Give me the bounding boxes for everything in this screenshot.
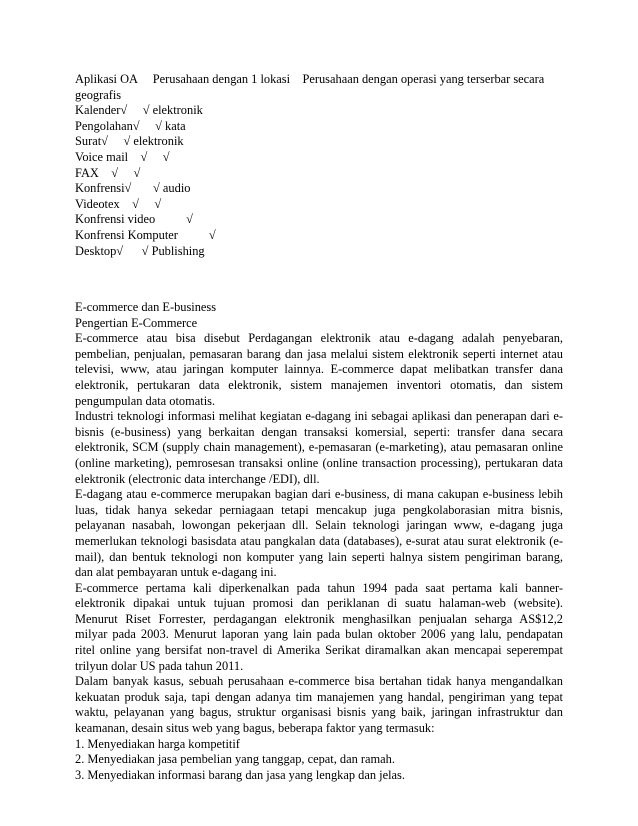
table-row: FAX √ √	[75, 165, 141, 180]
body-line: Industri teknologi informasi melihat kegiatan e-dagang ini sebagai aplikasi dan penerapan dari e-	[75, 409, 563, 424]
body-line: trilyun dolar US pada tahun 2011.	[75, 658, 244, 673]
body-line: televisi, www, atau jaringan komputer lainnya. E-commerce dapat melibatkan transfer dana	[75, 362, 563, 377]
table-row: Konfrensi√ √ audio	[75, 181, 191, 196]
body-line: mail), dan bentuk teknologi non komputer yang lain seperti halnya sistem pengiriman barang,	[75, 549, 563, 564]
table-rows	[75, 103, 563, 259]
body-line: elektronik, SCM (supply chain management), e-pemasaran (e-marketing), atau pemasaran online	[75, 440, 563, 455]
body-line: ritel online yang bersifat non-travel di Amerika Serikat diramalkan akan mencapai seperempat	[75, 643, 563, 658]
body-line: 2. Menyediakan jasa pembelian yang tanggap, cepat, dan ramah.	[75, 752, 395, 767]
table-header: Aplikasi OA Perusahaan dengan 1 lokasi Perusahaan dengan operasi yang terserbar secara	[75, 72, 545, 86]
article-subtitle: Pengertian E-Commerce	[75, 315, 198, 330]
table-row: Voice mail √ √	[75, 149, 170, 164]
body-line: E-dagang atau e-commerce merupakan bagian dari e-business, di mana cakupan e-business lebih	[75, 487, 563, 502]
body-line: keamanan, desain situs web yang bagus, beberapa faktor yang termasuk:	[75, 721, 435, 736]
body-line: pengumpulan data otomatis.	[75, 393, 216, 408]
body-line: elektronik (electronic data interchange /EDI), dll.	[75, 471, 320, 486]
body-line: milyar pada 2003. Menurut laporan yang lain pada bulan oktober 2006 yang lalu, pendapatan	[75, 627, 563, 642]
table-row: Surat√ √ elektronik	[75, 134, 184, 149]
table-header-continued: geografis	[75, 87, 122, 102]
body-line: Menurut Riset Forrester, perdagangan elektronik menghasilkan penjualan seharga AS$12,2	[75, 611, 563, 626]
body-line: luas, tidak hanya sekedar perniagaan tetapi mencakup juga pengkolaborasian mitra bisnis,	[75, 502, 563, 517]
body-line: 3. Menyediakan informasi barang dan jasa yang lengkap dan jelas.	[75, 767, 405, 782]
table-row: Videotex √ √	[75, 196, 162, 211]
table-row: Konfrensi Komputer √	[75, 227, 216, 242]
body-line: dan alat pembayaran untuk e-dagang ini.	[75, 565, 277, 580]
body-line: pembelian, penjualan, pemasaran barang dan jasa melalui sistem elektronik seperti internet atau	[75, 346, 563, 361]
body-line: 1. Menyediakan harga kompetitif	[75, 736, 240, 751]
article-body	[75, 331, 563, 783]
table-row: Konfrensi video √	[75, 212, 193, 227]
body-line: elektronik dipakai untuk tujuan promosi dan periklanan di suatu halaman-web (website).	[75, 596, 563, 611]
body-line: Dalam banyak kasus, sebuah perusahaan e-commerce bisa bertahan tidak hanya mengandalkan	[75, 674, 563, 689]
table-row: Desktop√ √ Publishing	[75, 243, 205, 258]
body-line: memerlukan teknologi basisdata atau pangkalan data (databases), e-surat atau surat elektronik (e-	[75, 533, 563, 548]
body-line: (online marketing), pemrosesan transaksi online (online transaction processing), pertukaran data	[75, 455, 563, 470]
body-line: elektronik, pertukaran data elektronik, sistem manajemen inventori otomatis, dan sistem	[75, 377, 563, 392]
body-line: E-commerce atau bisa disebut Perdagangan elektronik atau e-dagang adalah penyebaran,	[75, 331, 563, 346]
table-row: Kalender√ √ elektronik	[75, 103, 203, 118]
article-title: E-commerce dan E-business	[75, 300, 217, 314]
body-line: bisnis (e-business) yang berkaitan dengan transaksi komersial, seperti: transfer dana secara	[75, 424, 563, 439]
body-line: E-commerce pertama kali diperkenalkan pada tahun 1994 pada saat pertama kali banner-	[75, 580, 563, 595]
article	[75, 300, 563, 783]
body-line: kekuatan produk saja, tapi dengan adanya tim manajemen yang handal, pengiriman yang tepat	[75, 689, 563, 704]
body-line: pelayanan nasabah, lowongan pekerjaan dll. Selain teknologi jaringan www, e-dagang juga	[75, 518, 563, 533]
table-row: Pengolahan√ √ kata	[75, 118, 186, 133]
oa-application-table	[75, 72, 563, 259]
body-line: waktu, pelayanan yang bagus, struktur organisasi bisnis yang baik, jaringan infrastruktur dan	[75, 705, 563, 720]
